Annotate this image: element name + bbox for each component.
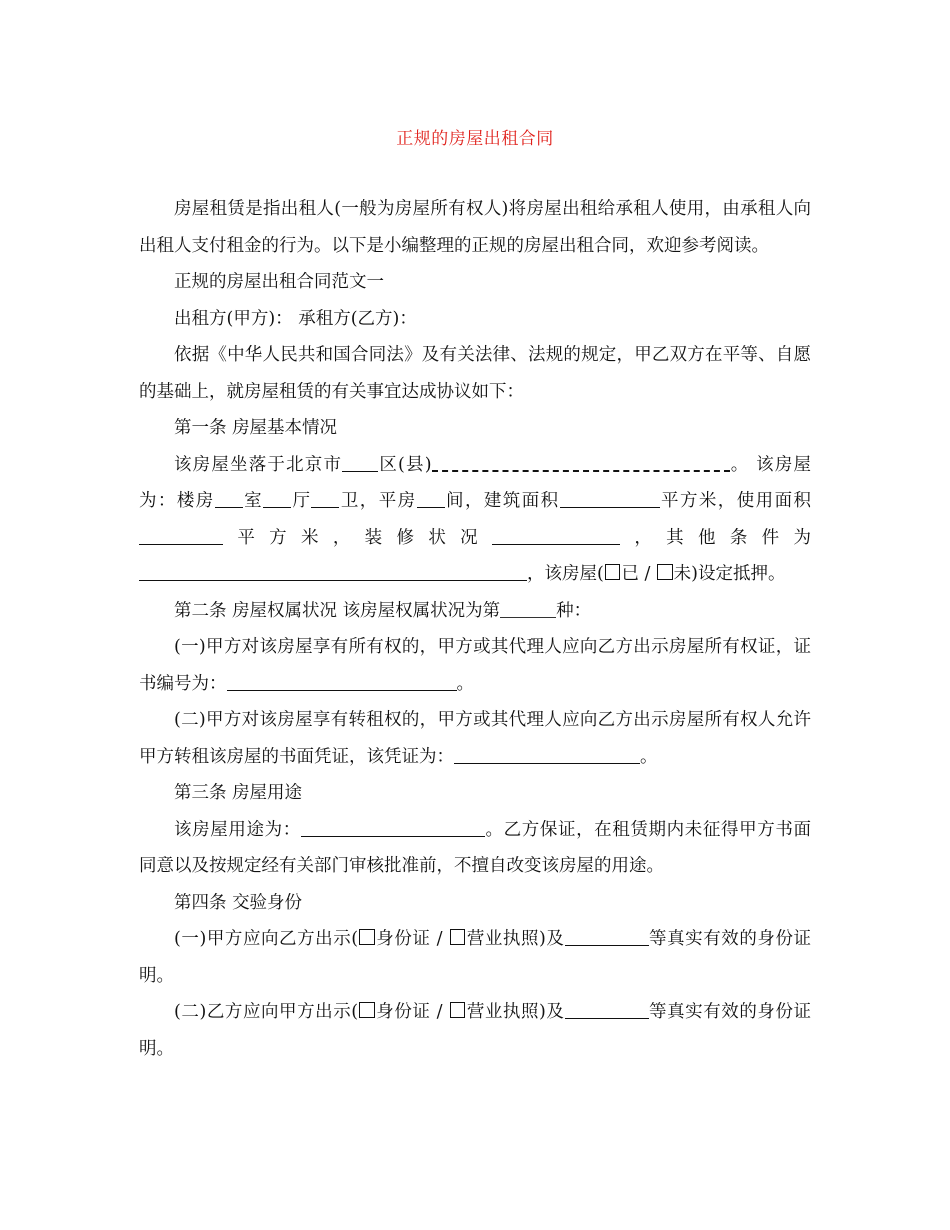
blank-sublease-voucher (454, 745, 640, 764)
checkbox-business-license[interactable] (450, 929, 466, 945)
document-body (139, 191, 811, 1067)
blank-building-area (560, 490, 660, 509)
intro-paragraph: 房屋租赁是指出租人(一般为房屋所有权人)将房屋出租给承租人使用，由承租人向出租人支付租金的行为。以下是小编整理的正规的房屋出租合同，欢迎参考阅读。 (139, 199, 811, 256)
blank-other-conditions (139, 563, 527, 582)
article-2-heading-text: 第二条 房屋权属状况 该房屋权属状况为第 (174, 600, 501, 621)
blank-house-use (301, 818, 485, 837)
article-1-text: 室 (242, 491, 264, 511)
blank-decoration (492, 526, 620, 545)
clause-tail: 。 (456, 673, 474, 694)
checkbox-id-card[interactable] (359, 1002, 375, 1018)
article-1-text: ，其他条件为 (620, 527, 811, 548)
blank-address (432, 452, 730, 472)
blank-certificate-number (227, 672, 457, 691)
clause-text: (一)甲方应向乙方出示( (174, 929, 359, 949)
article-1-text: 厅 (291, 491, 312, 511)
clause-tail: 。乙方保证，在租赁期内未征得甲方书面同意以及按规定经有关部门审核批准前，不擅自改变该房屋的用途。 (139, 819, 812, 876)
blank-rooms (215, 490, 243, 509)
article-1-text: 。 该房屋为：楼房 (139, 454, 812, 511)
option-not-mortgaged: 未)设定抵押。 (673, 564, 786, 584)
checkbox-mortgaged[interactable] (605, 564, 621, 580)
option-id-card: 身份证 / (375, 1002, 449, 1022)
article-1-text: 卫，平房 (339, 491, 417, 511)
article-1-heading: 第一条 房屋基本情况 (174, 418, 338, 438)
article-2-heading-tail: 种： (556, 600, 592, 621)
clause-text: 该房屋用途为： (174, 819, 301, 840)
article-1-text: 区(县) (378, 454, 432, 475)
article-1-text: 间，建筑面积 (444, 491, 560, 511)
article-2-clause-1 (139, 629, 811, 702)
checkbox-not-mortgaged[interactable] (657, 564, 673, 580)
article-3-body (139, 812, 811, 885)
article-4-clause-1 (139, 921, 811, 994)
clause-tail: 等真实有效的身份证明。 (139, 1002, 812, 1059)
article-1-text: 平方米，装修状况 (223, 527, 492, 548)
option-mortgaged: 已 / (621, 564, 656, 584)
blank-city-district (342, 453, 378, 472)
blank-ownership-type (500, 599, 556, 618)
clause-text: (一)甲方对该房屋享有所有权的，甲方或其代理人应向乙方出示房屋所有权证，证书编号为： (139, 637, 811, 694)
checkbox-business-license[interactable] (450, 1002, 466, 1018)
document-title: 正规的房屋出租合同 (396, 129, 554, 149)
clause-text: (二)乙方应向甲方出示( (174, 1002, 359, 1022)
option-id-card: 身份证 / (375, 929, 449, 949)
article-2-heading (139, 593, 811, 630)
blank-other-id (565, 928, 649, 947)
article-4-heading: 第四条 交验身份 (174, 892, 303, 913)
basis-paragraph: 依据《中华人民共和国合同法》及有关法律、法规的规定，甲乙双方在平等、自愿的基础上，就房屋租赁的有关事宜达成协议如下： (139, 345, 811, 402)
checkbox-id-card[interactable] (359, 929, 375, 945)
blank-baths (311, 490, 339, 509)
blank-halls (263, 490, 291, 509)
article-4-clause-2 (139, 994, 811, 1067)
option-business-license: 营业执照)及 (466, 1002, 565, 1022)
option-business-license: 营业执照)及 (466, 929, 565, 949)
article-3-heading: 第三条 房屋用途 (174, 783, 303, 803)
clause-text: (二)甲方对该房屋享有转租权的，甲方或其代理人应向乙方出示房屋所有权人允许甲方转租该房屋的书面凭证，该凭证为： (139, 710, 811, 767)
blank-bungalow-rooms (417, 490, 445, 509)
blank-other-id (565, 1001, 649, 1020)
parties-line: 出租方(甲方)： 承租方(乙方)： (174, 308, 417, 329)
blank-usable-area (139, 526, 223, 545)
article-2-clause-2 (139, 702, 811, 775)
article-1-text: 该房屋坐落于北京市 (174, 454, 343, 475)
article-1-text: ，该房屋( (527, 564, 604, 584)
clause-tail: 。 (640, 746, 658, 767)
sample-heading: 正规的房屋出租合同范文一 (174, 272, 384, 292)
clause-tail: 等真实有效的身份证明。 (139, 929, 812, 986)
article-1-body (139, 447, 811, 593)
article-1-text: 平方米，使用面积 (659, 491, 812, 511)
